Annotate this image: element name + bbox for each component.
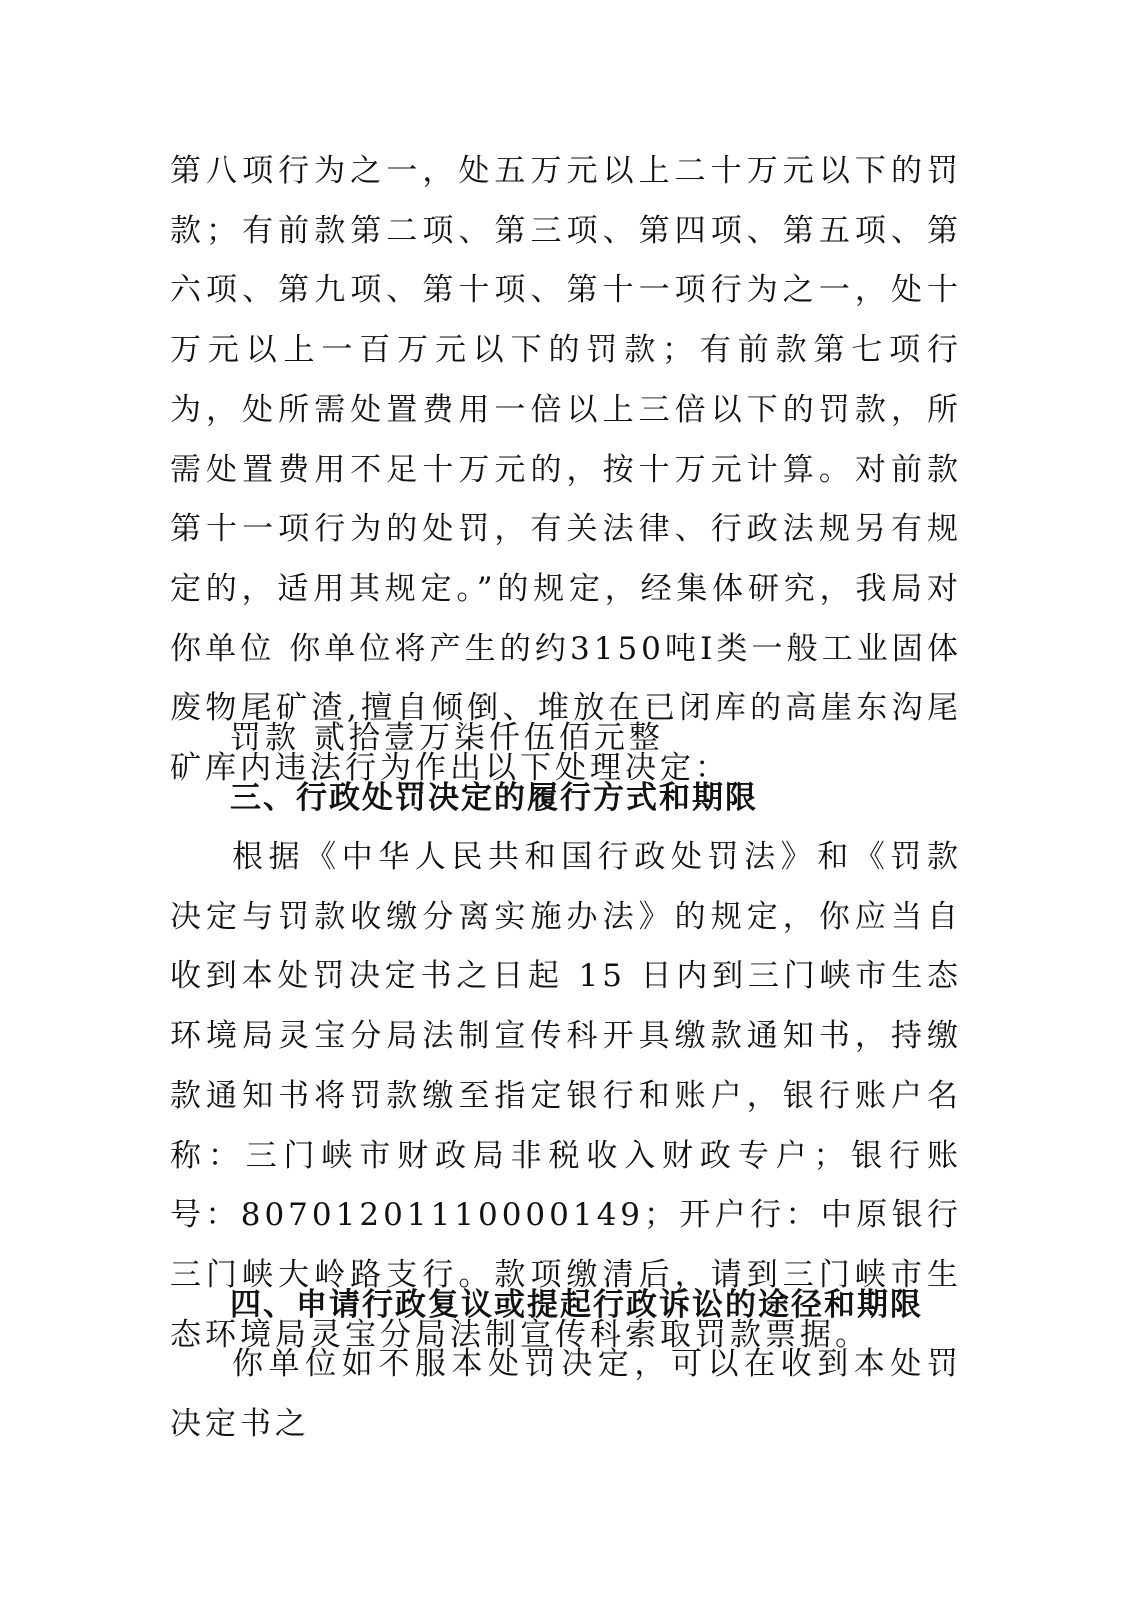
paragraph-continued: 第八项行为之一，处五万元以上二十万元以下的罚款；有前款第二项、第三项、第四项、第五项、第六项、第九项、第十项、第十一项行为之一，处十万元以上一百万元以下的罚款；有前款第七项行为，处所需处置费用一倍以上三倍以下的罚款，所需处置费用不足十万元的，按十万元计算。对前款第十一项行为的处罚，有关法律、行政法规另有规定的，适用其规定。”的规定，经集体研究，我局对你单位 你单位将产生的约3150吨I类一般工业固体废物尾矿渣,擅自倾倒、堆放在已闭库的高崖东沟尾矿库内违法行为作出以下处理决定： <box>170 153 962 787</box>
section-4-body: 你单位如不服本处罚决定，可以在收到本处罚决定书之 <box>170 1346 962 1442</box>
section-3-heading: 三、行政处罚决定的履行方式和期限 <box>230 780 758 816</box>
section-3-body: 根据《中华人民共和国行政处罚法》和《罚款决定与罚款收缴分离实施办法》的规定，你应当自收到本处罚决定书之日起 15 日内到三门峡市生态环境局灵宝分局法制宣传科开具缴款通知书，持缴款通知书将罚款缴至指定银行和账户，银行账户名称：三门峡市财政局非税收入财政专户；银行账号：80701201110000149；开户行：中原银行三门峡大岭路支行。款项缴清后，请到三门峡市生态环境局灵宝分局法制宣传科索取罚款票据。 <box>170 839 962 1353</box>
fine-amount-line: 罚款 贰拾壹万柒仟伍佰元整 <box>230 720 664 756</box>
section-4-heading: 四、申请行政复议或提起行政诉讼的途径和期限 <box>230 1287 923 1323</box>
